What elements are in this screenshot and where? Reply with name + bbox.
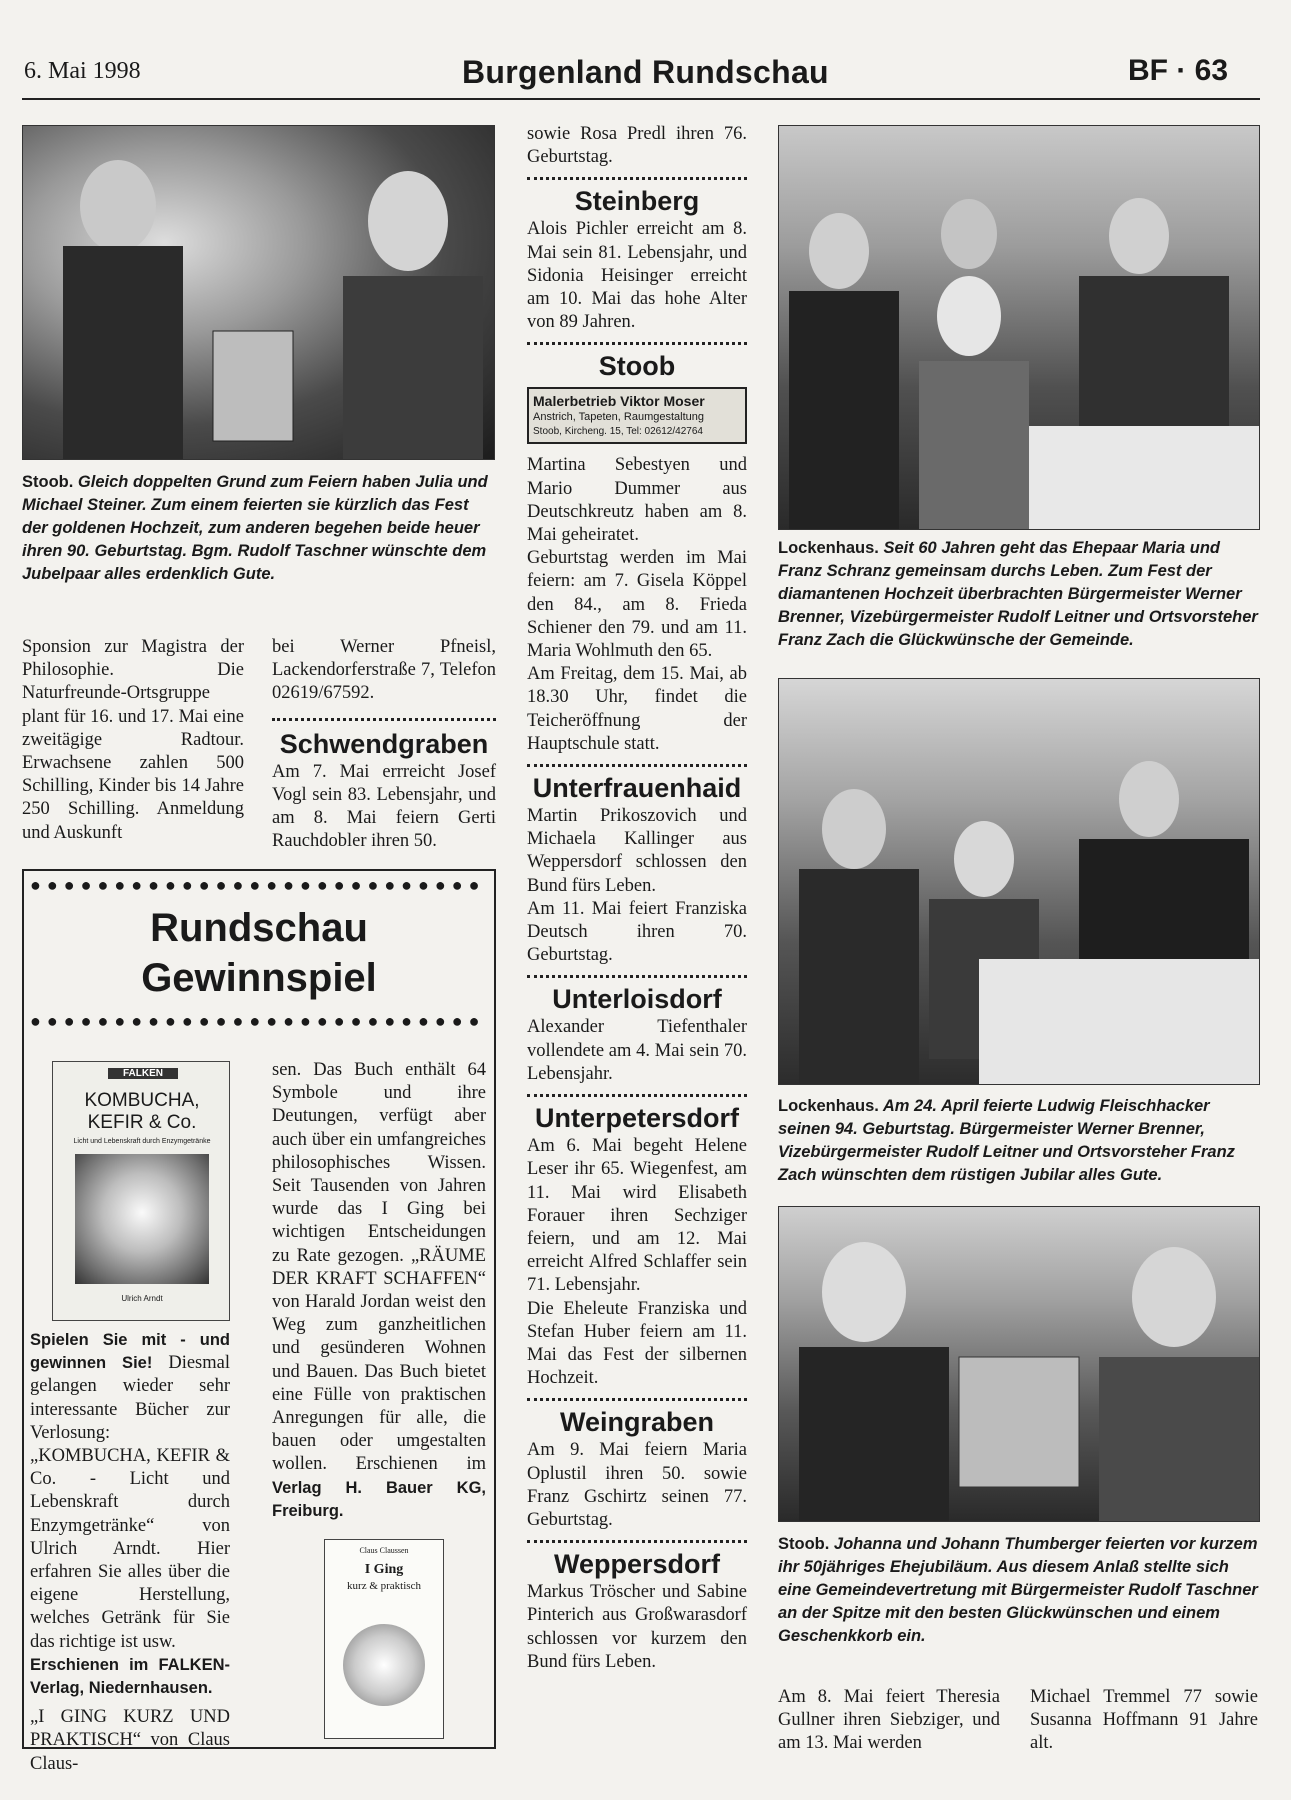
heading-weppersdorf: Weppersdorf: [553, 1549, 721, 1580]
ad-malerbetrieb-moser: [527, 387, 747, 444]
heading-schwendgraben: Schwendgraben: [279, 728, 489, 759]
gewinnspiel-box: [22, 869, 496, 1774]
gewinnspiel-tail: „I GING KURZ UND PRAKTISCH“ von Claus Claus-: [30, 1707, 230, 1774]
section-divider: [527, 764, 747, 767]
caption-location: Lockenhaus.: [778, 1097, 879, 1115]
ad-line: Anstrich, Tapeten, Raumgestaltung: [533, 411, 705, 424]
book-cover-iging: [324, 1539, 444, 1739]
caption-text: Johanna und Johann Thumberger feierten vor kurzem ihr 50jähriges Ehejubiläum. Aus diesem Anlaß stellte sich eine Gemeindevertretung mit Bürgermeister Rudolf Taschner an der Spitze mit den besten Glückwünschen und einem Geschenkkorb ein.: [778, 1535, 1258, 1645]
book-subtitle: kurz & praktisch: [347, 1580, 421, 1592]
newspaper-title: Burgenland Rundschau: [462, 54, 829, 90]
gewinnspiel-right-text: [272, 1059, 486, 1523]
book-image: [75, 1154, 209, 1284]
issue-date: 6. Mai 1998: [24, 58, 141, 84]
book-author: Ulrich Arndt: [121, 1294, 163, 1303]
section-divider: [272, 718, 496, 721]
caption-location: Stoob.: [778, 1535, 830, 1553]
book-brand: FALKEN: [108, 1068, 178, 1079]
photo2-caption: [778, 537, 1262, 652]
article-birthdays-right: [1030, 1686, 1258, 1756]
article-text: Am 7. Mai errreicht Josef Vogl sein 83. Lebensjahr, und am 8. Mai feiern Gerti Rauchdobler ihren 50.: [272, 761, 496, 852]
section-divider: [527, 342, 747, 345]
gewinnspiel-title-line1: Rundschau: [150, 906, 368, 950]
article-text: Markus Tröscher und Sabine Pinterich aus Großwarasdorf schlossen vor kurzem den Bund fürs Leben.: [527, 1582, 747, 1672]
article-text: Martin Prikoszovich und Michaela Kallinger aus Weppersdorf schlossen den Bund fürs Leben.: [527, 806, 747, 896]
dots-row: ●●●●●●●●●●●●●●●●●●●●●●●●●●●: [30, 1011, 486, 1031]
publisher-bauer: Verlag H. Bauer KG, Freiburg.: [272, 1478, 486, 1520]
article-text: Am 11. Mai feiert Franziska Deutsch ihren 70. Geburtstag.: [527, 898, 747, 966]
article-naturfreunde: [22, 636, 244, 845]
article-text: sowie Rosa Predl ihren 76. Geburtstag.: [527, 124, 747, 168]
article-text: Martina Sebestyen und Mario Dummer aus Deutschkreutz haben am 8. Mai geheiratet.: [527, 455, 747, 546]
ad-line: Stoob, Kircheng. 15, Tel: 02612/42764: [533, 426, 703, 438]
photo4-caption: [778, 1533, 1262, 1648]
book-title: KOMBUCHA, KEFIR & Co.: [84, 1090, 200, 1133]
heading-unterloisdorf: Unterloisdorf: [552, 984, 722, 1015]
book-title: I Ging: [364, 1562, 404, 1577]
article-text: Am Freitag, dem 15. Mai, ab 18.30 Uhr, findet die Teicheröffnung der Hauptschule statt.: [527, 664, 747, 754]
heading-steinberg: Steinberg: [574, 186, 700, 217]
article-text: Sponsion zur Magistra der Philosophie. Die Naturfreunde-Ortsgruppe plant für 16. und 17. Mai eine zweitägige Radtour. Erwachsene zahlen 500 Schilling, Kinder bis 14 Jahre 250 Schilling. Anmeldung und Auskunft: [22, 637, 244, 843]
article-text: bei Werner Pfneisl, Lackendorferstraße 7, Telefon 02619/67592.: [272, 637, 496, 704]
page-number: BF · 63: [1128, 54, 1229, 87]
section-divider: [527, 1540, 747, 1543]
caption-location: Lockenhaus.: [778, 539, 879, 557]
gewinnspiel-left-text: [30, 1329, 230, 1776]
gewinnspiel-lead-text: Diesmal gelangen wieder sehr interessante Bücher zur Verlosung: „KOMBUCHA, KEFIR & Co. - Licht und Lebenskraft durch Enzymgetränke“ von Ulrich Arndt. Hier erfahren Sie alles über die eigene Herstellung, welches Getränk für Sie das richtige ist usw.: [30, 1353, 230, 1652]
photo1-caption: [22, 471, 498, 586]
section-divider: [527, 1094, 747, 1097]
section-divider: [527, 975, 747, 978]
article-text: Am 9. Mai feiern Maria Oplustil ihren 50. sowie Franz Gschirtz seinen 77. Geburtstag.: [527, 1440, 747, 1530]
heading-unterpetersdorf: Unterpetersdorf: [534, 1103, 740, 1134]
heading-stoob: Stoob: [598, 351, 676, 382]
ad-name: Malerbetrieb Viktor Moser: [533, 393, 705, 410]
caption-text: Am 24. April feierte Ludwig Fleischhacker seinen 94. Geburtstag. Bürgermeister Werner Brenner, Vizebürgermeister Rudolf Leitner und Ortsvorsteher Franz Zach wünschten dem rüstigen Jubilar alles Gute.: [778, 1097, 1235, 1184]
article-text: Die Eheleute Franziska und Stefan Huber feiern am 11. Mai das Fest der silbernen Hochzeit.: [527, 1298, 747, 1389]
book-cover-kombucha: [52, 1061, 230, 1321]
photo-steiner-couple: [22, 125, 495, 460]
article-text: Michael Tremmel 77 sowie Susanna Hoffmann 91 Jahre alt.: [1030, 1687, 1258, 1754]
header-rule: [22, 98, 1260, 100]
article-text: Alexander Tiefenthaler vollendete am 4. Mai sein 70. Lebensjahr.: [527, 1017, 747, 1084]
section-divider: [527, 177, 747, 180]
photo-schranz-couple: [778, 125, 1260, 530]
publisher-falken: Erschienen im FALKEN-Verlag, Niedernhausen.: [30, 1655, 230, 1698]
caption-location: Stoob.: [22, 473, 74, 491]
book-subtitle: Licht und Lebenskraft durch Enzymgetränke: [73, 1138, 211, 1145]
heading-weingraben: Weingraben: [559, 1407, 715, 1438]
article-text: Geburtstag werden im Mai feiern: am 7. Gisela Köppel den 84., am 8. Frieda Schiener den 79. und am 11. Maria Wohlmuth den 65.: [527, 548, 747, 662]
photo-thumberger-couple: [778, 1206, 1260, 1522]
book-author: Claus Claussen: [359, 1546, 409, 1555]
caption-text: Gleich doppelten Grund zum Feiern haben Julia und Michael Steiner. Zum einem feierten sie kürzlich das Fest der goldenen Hochzeit, zum anderen begehen beide heuer ihren 90. Geburtstag. Bgm. Rudolf Taschner wünschte dem Jubelpaar alles erdenklich Gute.: [22, 473, 488, 583]
article-text: Am 6. Mai begeht Helene Leser ihr 65. Wiegenfest, am 11. Mai wird Elisabeth Forauer ihren Sechziger feiern, und am 12. Mai erreicht Alfred Schlaffer sein 71. Lebensjahr.: [527, 1136, 747, 1296]
dots-row: ●●●●●●●●●●●●●●●●●●●●●●●●●●●: [30, 875, 486, 895]
column-local-news: [527, 123, 747, 1674]
article-birthdays-left: [778, 1686, 1000, 1756]
book-image: [343, 1624, 425, 1706]
photo3-caption: [778, 1095, 1262, 1187]
caption-text: Seit 60 Jahren geht das Ehepaar Maria und Franz Schranz gemeinsam durchs Leben. Zum Fest der diamantenen Hochzeit überbrachten Bürgermeister Werner Brenner, Vizebürgermeister Rudolf Leitner und Ortsvorsteher Franz Zach die Glückwünsche der Gemeinde.: [778, 539, 1258, 649]
article-text: Am 8. Mai feiert Theresia Gullner ihren Siebziger, und am 13. Mai werden: [778, 1687, 1000, 1754]
article-text: Alois Pichler erreicht am 8. Mai sein 81. Lebensjahr, und Sidonia Heisinger erreicht am 10. Mai das hohe Alter von 89 Jahren.: [527, 219, 747, 333]
heading-unterfrauenhaid: Unterfrauenhaid: [532, 773, 742, 804]
photo-fleischhacker: [778, 678, 1260, 1085]
gewinnspiel-title-line2: Gewinnspiel: [141, 956, 377, 1000]
article-schwendgraben-column: [272, 636, 496, 853]
section-divider: [527, 1398, 747, 1401]
gewinnspiel-lead: Spielen Sie mit - und gewinnen Sie!: [30, 1331, 230, 1373]
gewinnspiel-body: sen. Das Buch enthält 64 Symbole und ihre Deutungen, verfügt aber auch über ein umfangreiches philosophisches Wissen. Seit Tausenden von Jahren wurde das I Ging bei wichtigen Entscheidungen zu Rate gezogen. „RÄUME DER KRAFT SCHAFFEN“ von Harald Jordan weist den Weg zum ganzheitlichen und gesünderen Wohnen und Bauen. Das Buch bietet eine Fülle von praktischen Anregungen für alle, die bauen oder umgestalten wollen. Erschienen im: [272, 1060, 486, 1475]
